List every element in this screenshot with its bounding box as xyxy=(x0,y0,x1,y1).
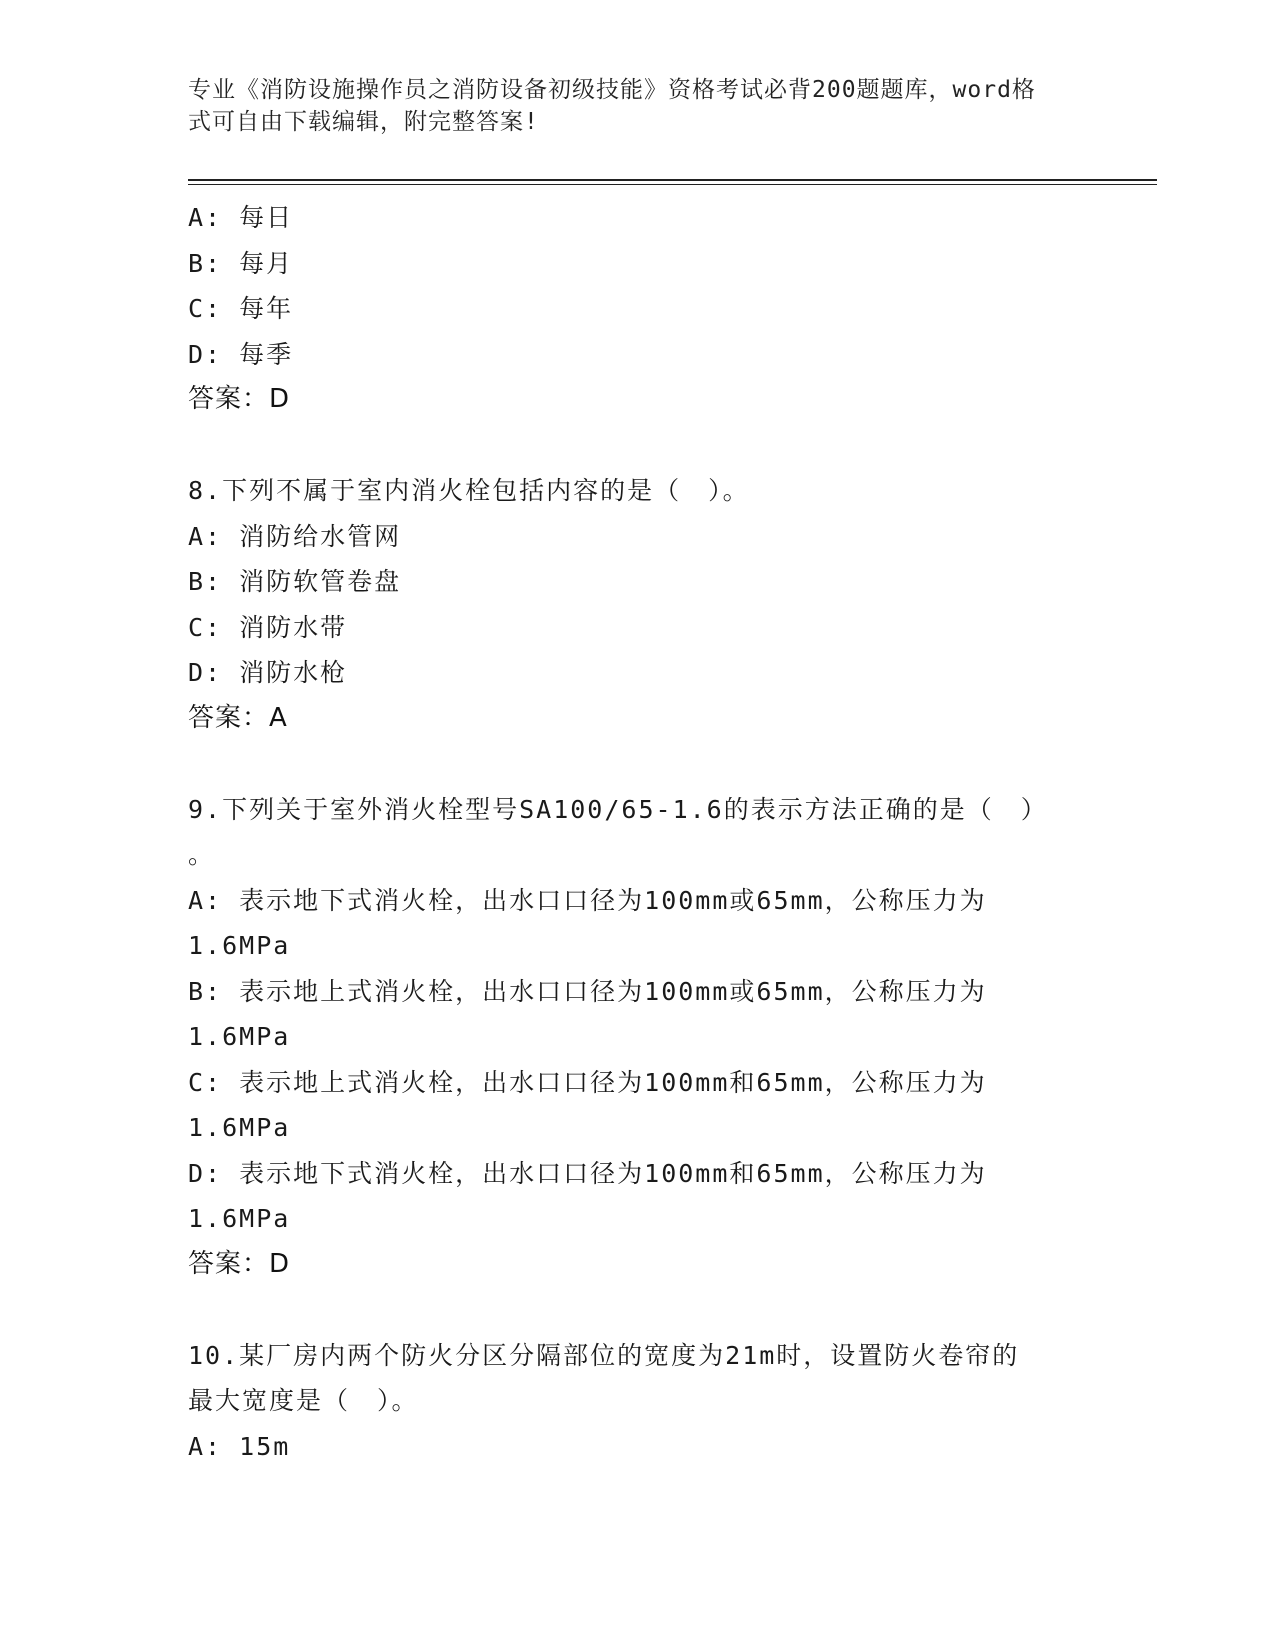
q10-option-a: A: 15m xyxy=(188,1431,291,1461)
header-rule-thin xyxy=(188,184,1157,185)
q8-option-d: D: 消防水枪 xyxy=(188,658,348,687)
question-9 xyxy=(188,787,1088,1288)
q9-option-a-line-1: A: 表示地下式消火栓，出水口口径为100mm或65mm，公称压力为 xyxy=(188,885,987,915)
header-line-2: 式可自由下载编辑，附完整答案! xyxy=(188,109,539,135)
q9-option-d-line-2: 1.6MPa xyxy=(188,1204,291,1233)
q7-answer: 答案：D xyxy=(188,384,291,414)
q10-question-line-2: 最大宽度是（ ）。 xyxy=(188,1386,419,1415)
q10-question-line-1: 10.某厂房内两个防火分区分隔部位的宽度为21m时，设置防火卷帘的 xyxy=(188,1340,1020,1370)
document-header xyxy=(188,74,1088,138)
q7-option-b: B: 每月 xyxy=(188,248,294,278)
q8-answer: 答案：A xyxy=(188,702,288,733)
header-rule-thick xyxy=(188,179,1157,181)
spacer xyxy=(188,423,1088,469)
spacer xyxy=(188,741,1088,787)
q9-option-b-line-2: 1.6MPa xyxy=(188,1022,291,1051)
q9-question-line-1: 9.下列关于室外消火栓型号SA100/65-1.6的表示方法正确的是（ ） xyxy=(188,794,1048,824)
q9-option-d-line-1: D: 表示地下式消火栓，出水口口径为100mm和65mm，公称压力为 xyxy=(188,1158,987,1188)
q7-option-d: D: 每季 xyxy=(188,339,294,369)
spacer xyxy=(188,1287,1088,1333)
question-10 xyxy=(188,1333,1088,1470)
question-7 xyxy=(188,195,1088,423)
document-body xyxy=(188,195,1088,1469)
q7-option-c: C: 每年 xyxy=(188,294,294,323)
q9-option-c-line-2: 1.6MPa xyxy=(188,1113,291,1142)
q8-option-c: C: 消防水带 xyxy=(188,612,348,642)
q8-option-b: B: 消防软管卷盘 xyxy=(188,567,402,596)
q7-option-a: A: 每日 xyxy=(188,203,294,232)
question-8 xyxy=(188,468,1088,741)
q9-option-b-line-1: B: 表示地上式消火栓，出水口口径为100mm或65mm，公称压力为 xyxy=(188,976,987,1006)
q9-option-c-line-1: C: 表示地上式消火栓，出水口口径为100mm和65mm，公称压力为 xyxy=(188,1067,987,1097)
q9-answer: 答案：D xyxy=(188,1248,291,1279)
q8-option-a: A: 消防给水管网 xyxy=(188,521,402,551)
header-line-1: 专业《消防设施操作员之消防设备初级技能》资格考试必背200题题库，word格 xyxy=(188,77,1036,103)
q9-question-line-2: 。 xyxy=(188,840,216,869)
q9-option-a-line-2: 1.6MPa xyxy=(188,931,291,960)
q8-question: 8.下列不属于室内消火栓包括内容的是（ ）。 xyxy=(188,476,750,505)
